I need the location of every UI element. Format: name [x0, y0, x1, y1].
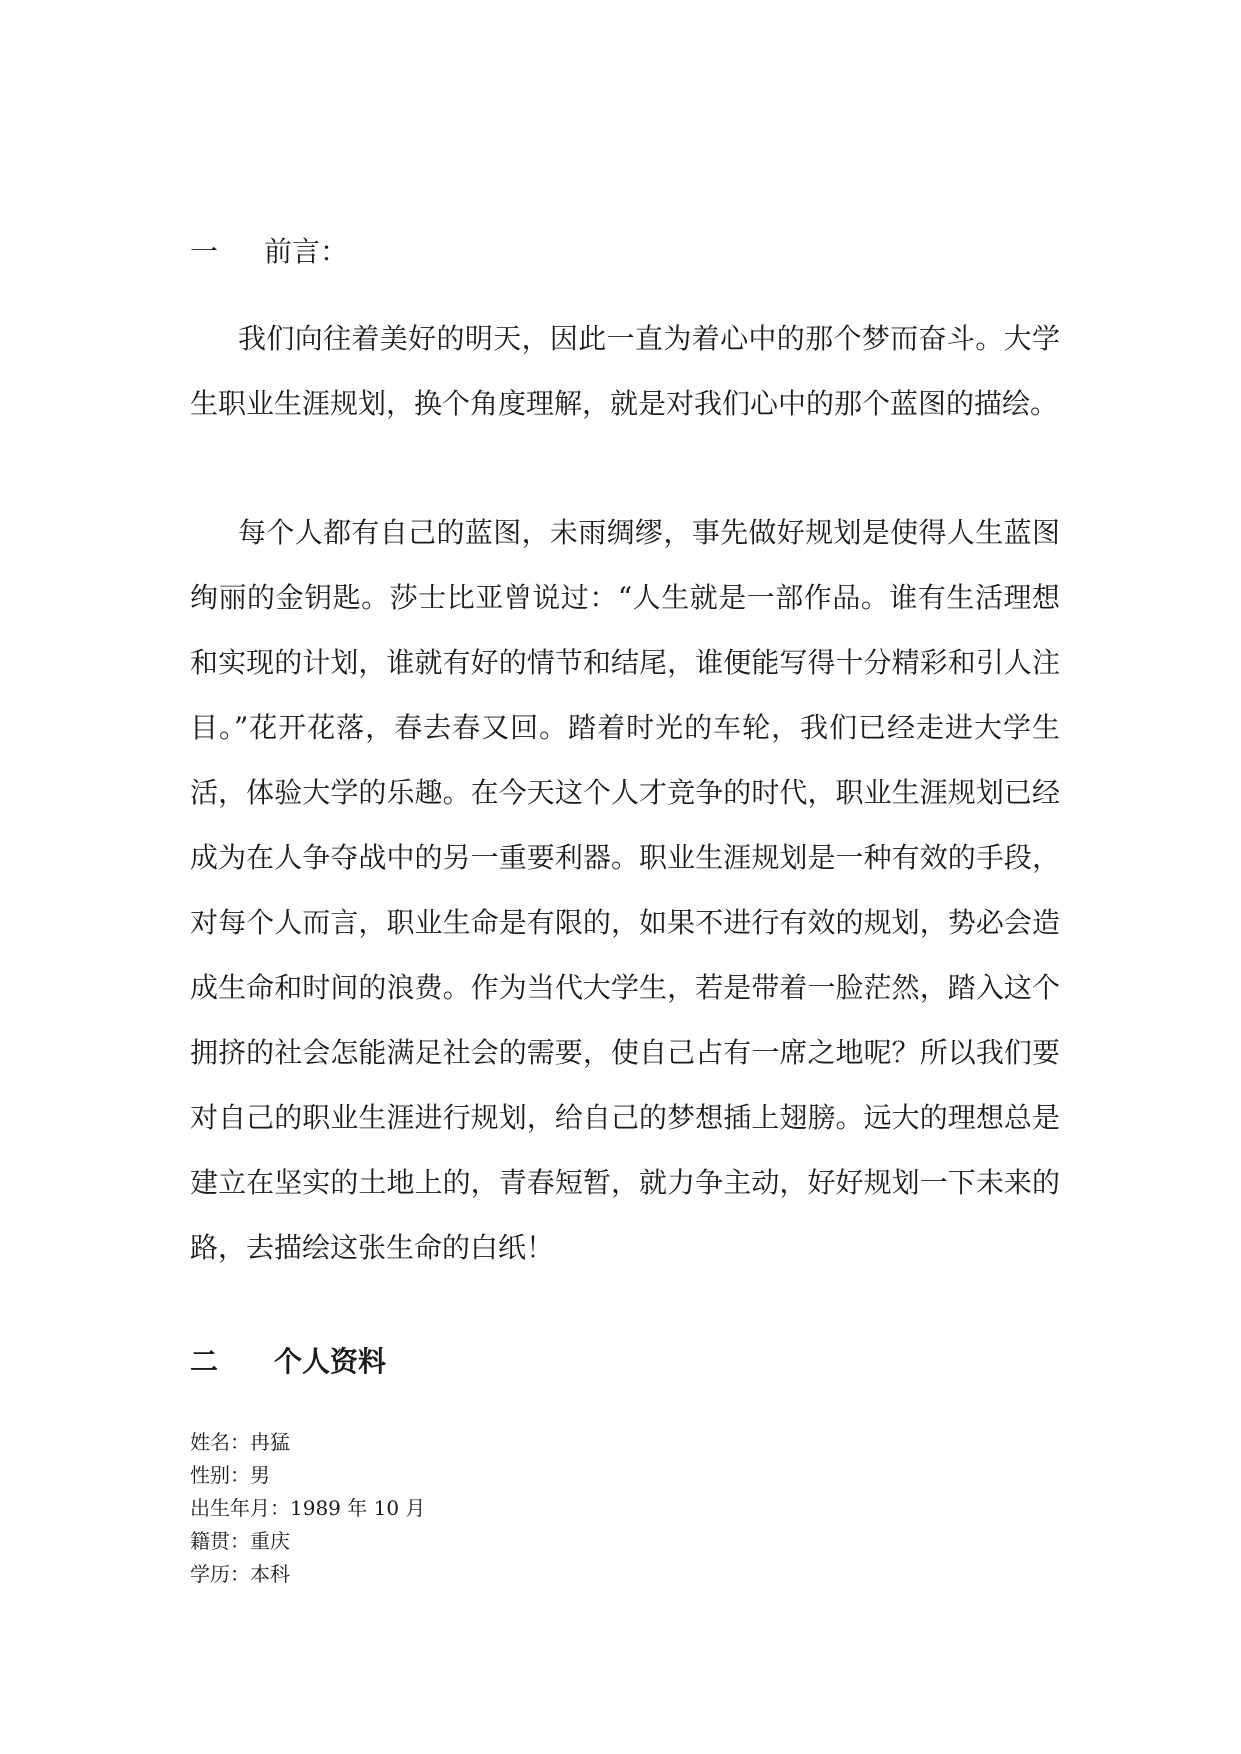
- info-name: 姓名：冉猛: [190, 1430, 290, 1454]
- section-title: 前言：: [264, 235, 349, 268]
- info-birth-date: 出生年月：1989 年 10 月: [190, 1496, 426, 1520]
- section-title: 个人资料: [274, 1345, 387, 1378]
- section-number: 一: [190, 235, 219, 268]
- personal-info-list: [190, 1426, 425, 1591]
- section-heading-preface: [190, 232, 348, 272]
- info-native-place: 籍贯：重庆: [190, 1529, 290, 1553]
- section-heading-personal-info: [190, 1342, 386, 1382]
- paragraph: 每个人都有自己的蓝图，未雨绸缪，事先做好规划是使得人生蓝图绚丽的金钥匙。莎士比亚曾说过：“人生就是一部作品。谁有生活理想和实现的计划，谁就有好的情节和结尾，谁便能写得十分精彩和引人注目。”花开花落，春去春又回。踏着时光的车轮，我们已经走进大学生活，体验大学的乐趣。在今天这个人才竞争的时代，职业生涯规划已经成为在人争夺战中的另一重要利器。职业生涯规划是一种有效的手段，对每个人而言，职业生命是有限的，如果不进行有效的规划，势必会造成生命和时间的浪费。作为当代大学生，若是带着一脸茫然，踏入这个拥挤的社会怎能满足社会的需要，使自己占有一席之地呢？所以我们要对自己的职业生涯进行规划，给自己的梦想插上翅膀。远大的理想总是建立在坚实的土地上的，青春短暂，就力争主动，好好规划一下未来的路，去描绘这张生命的白纸！: [190, 516, 1060, 1264]
- info-gender: 性别：男: [190, 1463, 270, 1487]
- info-education: 学历：本科: [190, 1562, 290, 1586]
- paragraph: 我们向往着美好的明天，因此一直为着心中的那个梦而奋斗。大学生职业生涯规划，换个角度理解，就是对我们心中的那个蓝图的描绘。: [190, 322, 1060, 420]
- section-number: 二: [190, 1345, 219, 1378]
